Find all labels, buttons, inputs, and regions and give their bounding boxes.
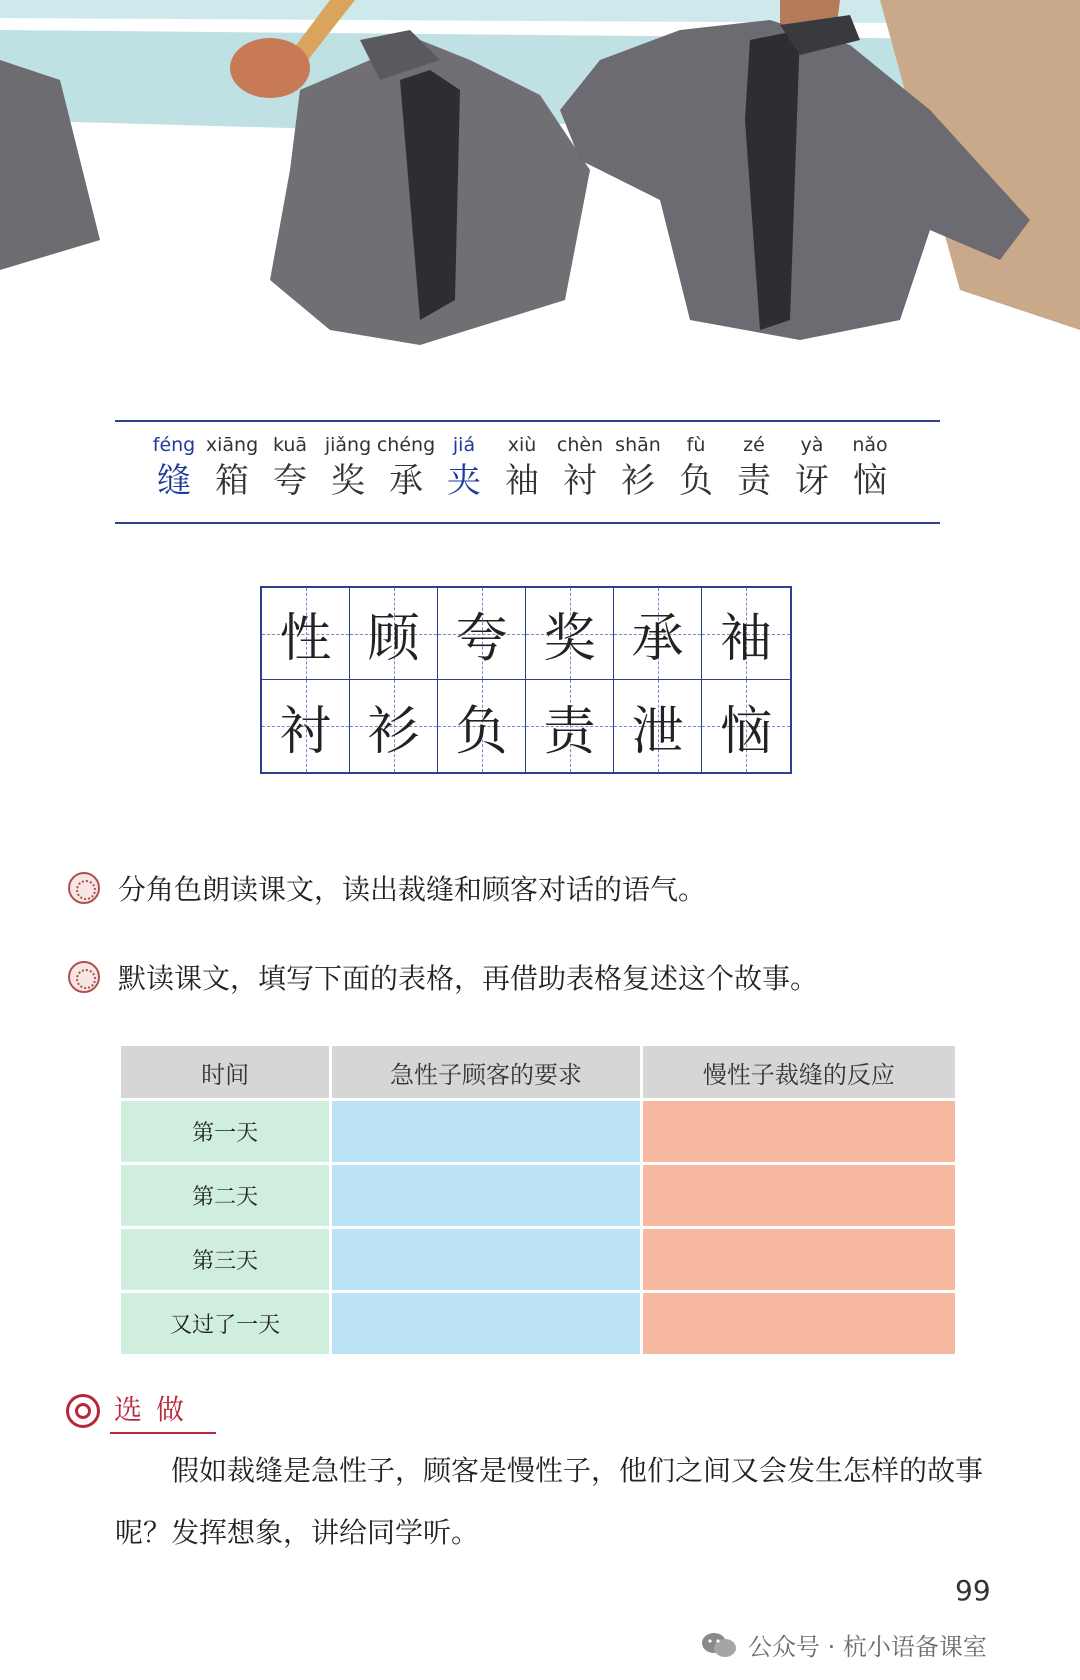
grid-cell: [526, 680, 614, 772]
vocab-character: 缝: [157, 461, 191, 501]
grid-character: 夸: [455, 609, 508, 669]
vocabulary-row: [145, 432, 899, 504]
vocab-character: 奖: [331, 461, 365, 501]
vocab-item: [609, 432, 667, 504]
vocab-pinyin: nǎo: [852, 434, 888, 456]
question-2-text: 默读课文，填写下面的表格，再借助表格复述这个故事。: [118, 962, 819, 995]
vocab-character: 讶: [795, 461, 829, 501]
table-row: [121, 1101, 955, 1162]
question-1: [68, 868, 706, 908]
vocab-item: [319, 432, 377, 504]
grid-character: 袖: [719, 609, 772, 669]
row-day: 第一天: [121, 1101, 329, 1162]
vocab-pinyin: féng: [152, 434, 196, 456]
grid-character: 衬: [279, 701, 332, 762]
customer-request-cell[interactable]: [332, 1165, 639, 1226]
silent-read-icon: [68, 961, 100, 993]
grid-cell: [526, 588, 614, 680]
grid-cell: [350, 588, 438, 680]
optional-text: 假如裁缝是急性子，顾客是慢性子，他们之间又会发生怎样的故事呢？发挥想象，讲给同学听。: [115, 1454, 984, 1549]
vocab-item: [493, 432, 551, 504]
vocab-item: [435, 432, 493, 504]
vocab-pinyin: chéng: [376, 434, 436, 456]
grid-cell: [438, 680, 526, 772]
vocab-pinyin: chèn: [556, 434, 604, 456]
row-day: 又过了一天: [121, 1293, 329, 1354]
vocab-item: [145, 432, 203, 504]
vocab-item: [203, 432, 261, 504]
table-row: [121, 1229, 955, 1290]
vocab-pinyin: xiāng: [205, 434, 259, 456]
vocab-character: 箱: [215, 461, 249, 501]
vocab-character: 袖: [505, 461, 539, 501]
grid-character: 负: [455, 701, 508, 762]
grid-character: 奖: [543, 609, 596, 669]
table-row: [121, 1165, 955, 1226]
character-writing-grid: [260, 586, 792, 774]
grid-cell: [702, 680, 790, 772]
grid-cell: [262, 588, 350, 680]
row-day: 第二天: [121, 1165, 329, 1226]
vocab-pinyin: shān: [615, 434, 661, 456]
grid-character: 责: [543, 701, 596, 762]
vocab-pinyin: jiá: [452, 434, 476, 456]
tailor-reaction-cell[interactable]: [643, 1165, 955, 1226]
vocab-pinyin: jiǎng: [324, 434, 372, 456]
vocab-pinyin: fù: [686, 434, 706, 456]
tailor-reaction-cell[interactable]: [643, 1101, 955, 1162]
vocab-item: [377, 432, 435, 504]
tailor-reaction-cell[interactable]: [643, 1229, 955, 1290]
vocab-character: 恼: [853, 461, 887, 501]
tailor-reaction-cell[interactable]: [643, 1293, 955, 1354]
header-tailor-reaction: 慢性子裁缝的反应: [643, 1046, 955, 1098]
vocab-pinyin: xiù: [507, 434, 537, 456]
row-day: 第三天: [121, 1229, 329, 1290]
grid-cell: [262, 680, 350, 772]
story-table: [118, 1043, 958, 1357]
vocab-pinyin: yà: [800, 434, 824, 456]
grid-character: 恼: [719, 701, 772, 762]
table-header-row: [121, 1046, 955, 1098]
vocab-character: 夸: [273, 461, 307, 501]
watermark-text: 公众号 · 杭小语备课室: [748, 1633, 987, 1661]
vocab-item: [725, 432, 783, 504]
vocab-item: [783, 432, 841, 504]
grid-character: 顾: [367, 609, 420, 669]
customer-request-cell[interactable]: [332, 1293, 639, 1354]
page-number: 99: [955, 1574, 991, 1607]
grid-cell: [702, 588, 790, 680]
vocab-pinyin: kuā: [272, 434, 308, 456]
grid-character: 泄: [631, 701, 684, 762]
read-aloud-icon: [68, 872, 100, 904]
vocab-character: 承: [389, 461, 423, 501]
grid-cell: [614, 588, 702, 680]
wechat-icon: [700, 1632, 738, 1658]
vocab-item: [841, 432, 899, 504]
grid-cell: [614, 680, 702, 772]
header-customer-request: 急性子顾客的要求: [332, 1046, 639, 1098]
vocab-character: 夹: [447, 461, 481, 501]
optional-section-heading: [66, 1388, 216, 1434]
jackets-illustration: [0, 0, 1080, 380]
vocab-item: [551, 432, 609, 504]
vocab-character: 责: [737, 461, 771, 501]
vocab-character: 衬: [563, 461, 597, 501]
question-1-text: 分角色朗读课文，读出裁缝和顾客对话的语气。: [118, 873, 707, 906]
vocab-character: 衫: [621, 461, 655, 501]
question-2: [68, 957, 818, 997]
grid-cell: [438, 588, 526, 680]
vocab-pinyin: zé: [743, 434, 765, 456]
customer-request-cell[interactable]: [332, 1101, 639, 1162]
customer-request-cell[interactable]: [332, 1229, 639, 1290]
grid-character: 性: [279, 609, 332, 669]
vocab-item: [261, 432, 319, 504]
optional-icon: [66, 1394, 100, 1428]
vocabulary-band: [115, 420, 940, 524]
grid-character: 衫: [367, 701, 420, 762]
optional-title: 选做: [110, 1388, 216, 1434]
grid-cell: [350, 680, 438, 772]
vocab-item: [667, 432, 725, 504]
header-time: 时间: [121, 1046, 329, 1098]
table-row: [121, 1293, 955, 1354]
vocab-character: 负: [679, 461, 713, 501]
watermark: [700, 1627, 987, 1662]
grid-character: 承: [631, 609, 684, 669]
